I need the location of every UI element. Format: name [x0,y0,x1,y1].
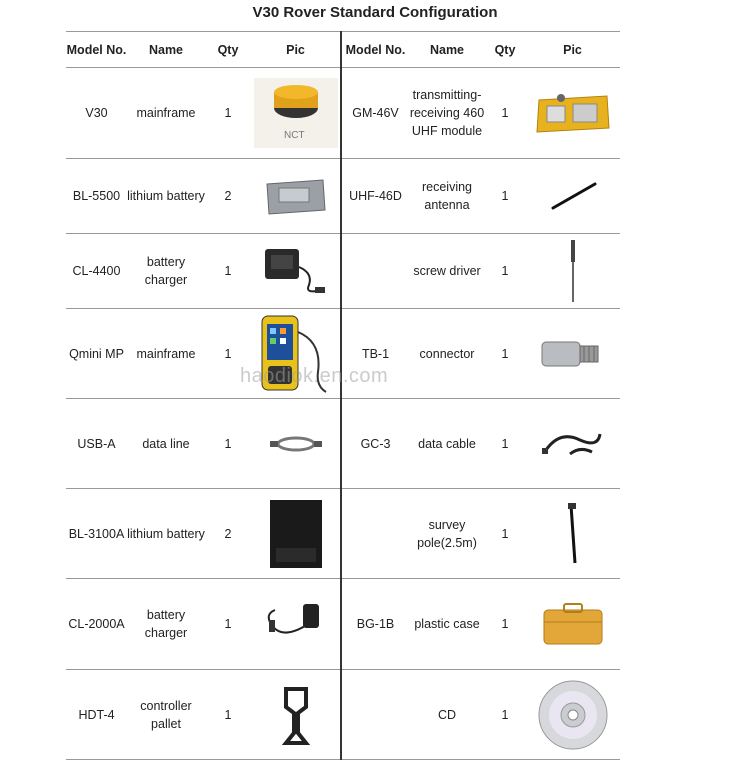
qty-cell: 1 [485,68,525,159]
model-cell: CL-2000A [66,579,127,670]
name-cell: data cable [409,399,485,489]
qty-cell: 1 [485,489,525,579]
model-cell [341,489,409,579]
qty-cell: 1 [485,309,525,399]
antenna-icon [525,159,620,234]
table-row [66,159,620,234]
qty-cell: 1 [205,670,251,760]
battery-icon [251,159,341,234]
table-row [66,489,620,579]
carry-case-icon [525,579,620,670]
model-cell: GM-46V [341,68,409,159]
qty-cell: 1 [205,579,251,670]
cd-disc-icon [525,670,620,760]
model-cell: BL-5500 [66,159,127,234]
name-cell: survey pole(2.5m) [409,489,485,579]
qty-cell: 1 [485,399,525,489]
model-cell: Qmini MP [66,309,127,399]
uhf-module-icon [525,68,620,159]
name-cell: connector [409,309,485,399]
qty-cell: 1 [205,68,251,159]
model-cell: BL-3100A [66,489,127,579]
name-cell: mainframe [127,309,205,399]
header-model-right: Model No. [341,32,409,68]
model-cell: CL-4400 [66,234,127,309]
table-row [66,670,620,760]
screwdriver-icon [525,234,620,309]
name-cell: CD [409,670,485,760]
gnss-receiver-icon [251,68,341,159]
name-cell: battery charger [127,234,205,309]
name-cell: transmitting-receiving 460 UHF module [409,68,485,159]
qty-cell: 1 [485,579,525,670]
name-cell: lithium battery [127,489,205,579]
header-pic-left: Pic [251,32,341,68]
name-cell: plastic case [409,579,485,670]
controller-bracket-icon [251,670,341,760]
qty-cell: 1 [485,670,525,760]
table-row [66,234,620,309]
name-cell: controller pallet [127,670,205,760]
header-qty-right: Qty [485,32,525,68]
table-row [66,579,620,670]
connector-icon [525,309,620,399]
qty-cell: 1 [205,234,251,309]
qty-cell: 1 [205,399,251,489]
survey-pole-icon [525,489,620,579]
model-cell [341,234,409,309]
configuration-table [66,31,620,760]
name-cell: receiving antenna [409,159,485,234]
qty-cell: 2 [205,489,251,579]
header-pic-right: Pic [525,32,620,68]
header-qty-left: Qty [205,32,251,68]
name-cell: data line [127,399,205,489]
flat-battery-icon [251,489,341,579]
table-header-row [66,32,620,68]
header-name-left: Name [127,32,205,68]
model-cell: BG-1B [341,579,409,670]
wall-charger-icon [251,579,341,670]
qty-cell: 2 [205,159,251,234]
model-cell: V30 [66,68,127,159]
qty-cell: 1 [485,234,525,309]
table-row [66,399,620,489]
name-cell: screw driver [409,234,485,309]
model-cell: GC-3 [341,399,409,489]
model-cell: USB-A [66,399,127,489]
name-cell: mainframe [127,68,205,159]
data-cable-icon [525,399,620,489]
header-name-right: Name [409,32,485,68]
model-cell: HDT-4 [66,670,127,760]
watermark: haodiok.en.com [240,365,389,387]
qty-cell: 1 [205,309,251,399]
table-row [66,68,620,159]
charger-icon [251,234,341,309]
name-cell: battery charger [127,579,205,670]
header-model-left: Model No. [66,32,127,68]
name-cell: lithium battery [127,159,205,234]
page-title: V30 Rover Standard Configuration [252,4,498,21]
svg-text:NCT: NCT [283,130,305,141]
usb-cable-icon [251,399,341,489]
qty-cell: 1 [485,159,525,234]
model-cell: UHF-46D [341,159,409,234]
model-cell [341,670,409,760]
model-cell: TB-1 [341,309,409,399]
